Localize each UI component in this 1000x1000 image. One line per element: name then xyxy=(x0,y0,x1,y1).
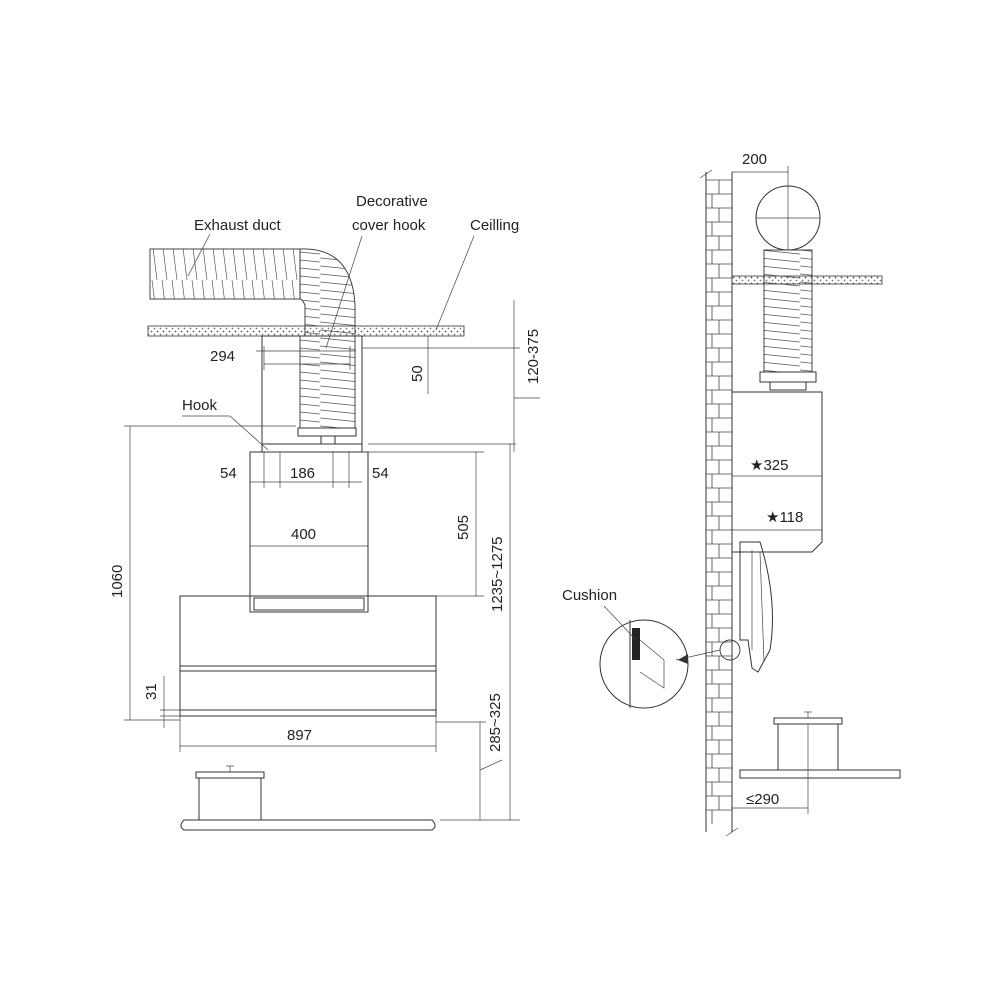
cooktop-pot xyxy=(181,766,435,830)
side-duct xyxy=(764,250,812,374)
hood-body xyxy=(180,596,436,716)
dim-54-left: 54 xyxy=(220,465,237,482)
dim-54-right: 54 xyxy=(372,465,389,482)
dim-31: 31 xyxy=(143,683,160,700)
ceiling-label: Ceilling xyxy=(470,217,520,234)
chimney-base xyxy=(254,598,364,610)
dim-118: ★118 xyxy=(766,509,804,526)
exhaust-duct-label: Exhaust duct xyxy=(194,217,281,234)
hook-plate xyxy=(262,444,362,452)
decorative-label-2: cover hook xyxy=(352,217,426,234)
dim-120-375: 120-375 xyxy=(525,328,542,384)
dim-186: 186 xyxy=(290,465,316,482)
dim-294: 294 xyxy=(210,348,236,365)
dim-1235-1275: 1235~1275 xyxy=(489,536,506,612)
dim-285-325: 285~325 xyxy=(487,693,504,752)
exhaust-duct xyxy=(150,249,356,444)
decorative-label-1: Decorative xyxy=(356,193,428,210)
dim-400: 400 xyxy=(291,526,317,543)
side-cooktop-pot xyxy=(740,712,900,778)
side-hood xyxy=(740,542,772,672)
dim-897: 897 xyxy=(287,727,313,744)
dim-505: 505 xyxy=(455,514,472,540)
cushion-label: Cushion xyxy=(562,587,618,604)
hook-label: Hook xyxy=(182,397,218,414)
dim-1060: 1060 xyxy=(109,564,126,598)
cushion-detail xyxy=(600,620,688,708)
dim-50: 50 xyxy=(409,365,426,382)
dim-325: ★325 xyxy=(750,457,789,474)
front-view xyxy=(109,193,542,830)
side-view xyxy=(562,151,900,836)
dim-200: 200 xyxy=(742,151,768,168)
dim-290: ≤290 xyxy=(746,791,780,808)
